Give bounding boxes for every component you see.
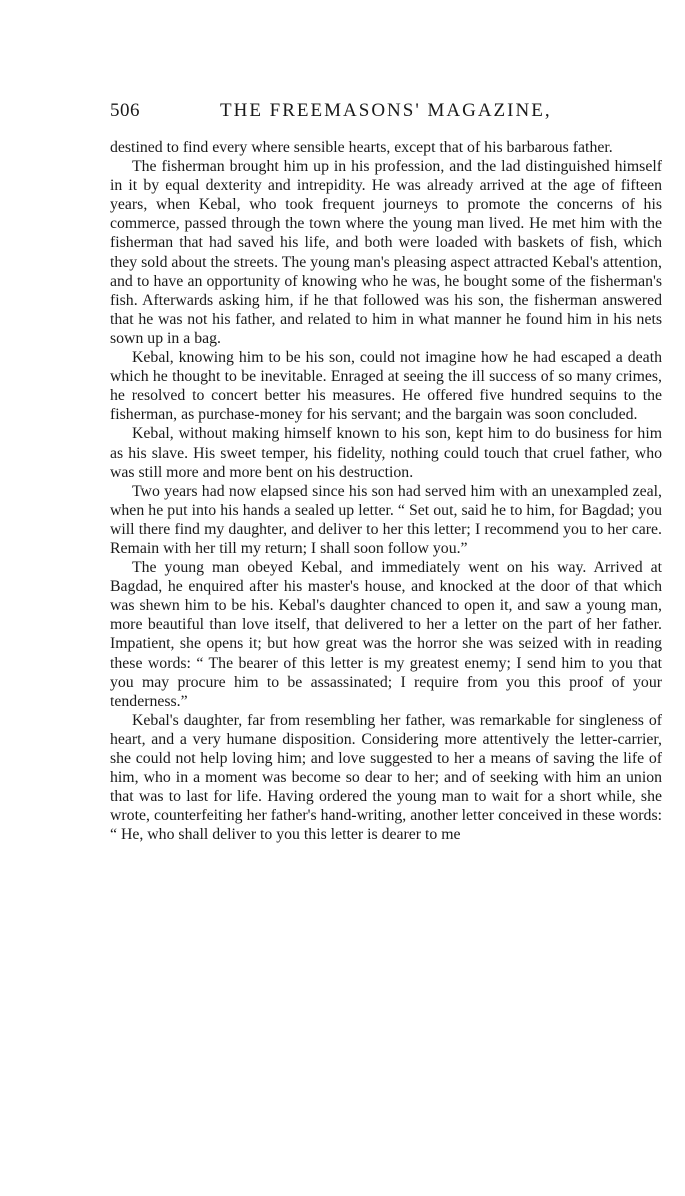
paragraph: The fisherman brought him up in his profession, and the lad distinguished himself in it by equal dexterity and intrepidity. He was already arrived at the age of fifteen years, when Kebal, who took frequent journeys to promote the concerns of his commerce, passed through the town where the young man lived. He met him with the fisherman that had saved his life, and both were loaded with baskets of fish, which they sold about the streets. The young man's pleasing aspect attracted Kebal's attention, and to have an opportunity of knowing who he was, he bought some of the fisherman's fish. Afterwards asking him, if he that followed was his son, the fisherman answered that he was not his father, and related to him in what manner he found him in his nets sown up in a bag.: [110, 158, 662, 347]
page-number: 506: [110, 100, 140, 121]
page: [110, 100, 662, 844]
paragraph: Kebal, knowing him to be his son, could not imagine how he had escaped a death which he thought to be inevitable. Enraged at seeing the ill success of so many crimes, he resolved to concert better his measures. He offered five hundred sequins to the fisherman, as purchase-money for his servant; and the bargain was soon concluded.: [110, 349, 662, 424]
running-title: THE FREEMASONS' MAGAZINE,: [220, 100, 552, 121]
paragraph: Two years had now elapsed since his son had served him with an unexampled zeal, when he put into his hands a sealed up letter. “ Set out, said he to him, for Bagdad; you will there find my daughter, and deliver to her this letter; I recommend you to her care. Remain with her till my return; I shall soon follow you.”: [110, 482, 662, 557]
paragraph-continued: destined to find every where sensible hearts, except that of his barbarous father.: [110, 139, 613, 156]
running-header: [110, 100, 662, 138]
body-text: [110, 138, 662, 844]
paragraph: Kebal, without making himself known to his son, kept him to do business for him as his slave. His sweet temper, his fidelity, nothing could touch that cruel father, who was still more and more bent on his destruction.: [110, 425, 662, 481]
paragraph: Kebal's daughter, far from resembling her father, was remarkable for singleness of heart, and a very humane disposition. Considering more attentively the letter-carrier, she could not help loving him; and love suggested to her a means of saving the life of him, who in a moment was become so dear to her; and of seeking with him an union that was to last for life. Having ordered the young man to wait for a short while, she wrote, counterfeiting her father's hand-writing, another letter conceived in these words: “ He, who shall deliver to you this letter is dearer to me: [110, 711, 662, 844]
paragraph: The young man obeyed Kebal, and immediately went on his way. Arrived at Bagdad, he enquired after his master's house, and knocked at the door of that which was shewn him to be his. Kebal's daughter chanced to open it, and saw a young man, more beautiful than love itself, that delivered to her a letter on the part of her father. Impatient, she opens it; but how great was the horror she was seized with in reading these words: “ The bearer of this letter is my greatest enemy; I send him to you that you may procure him to be assassinated; I require from you this proof of your tenderness.”: [110, 559, 662, 710]
